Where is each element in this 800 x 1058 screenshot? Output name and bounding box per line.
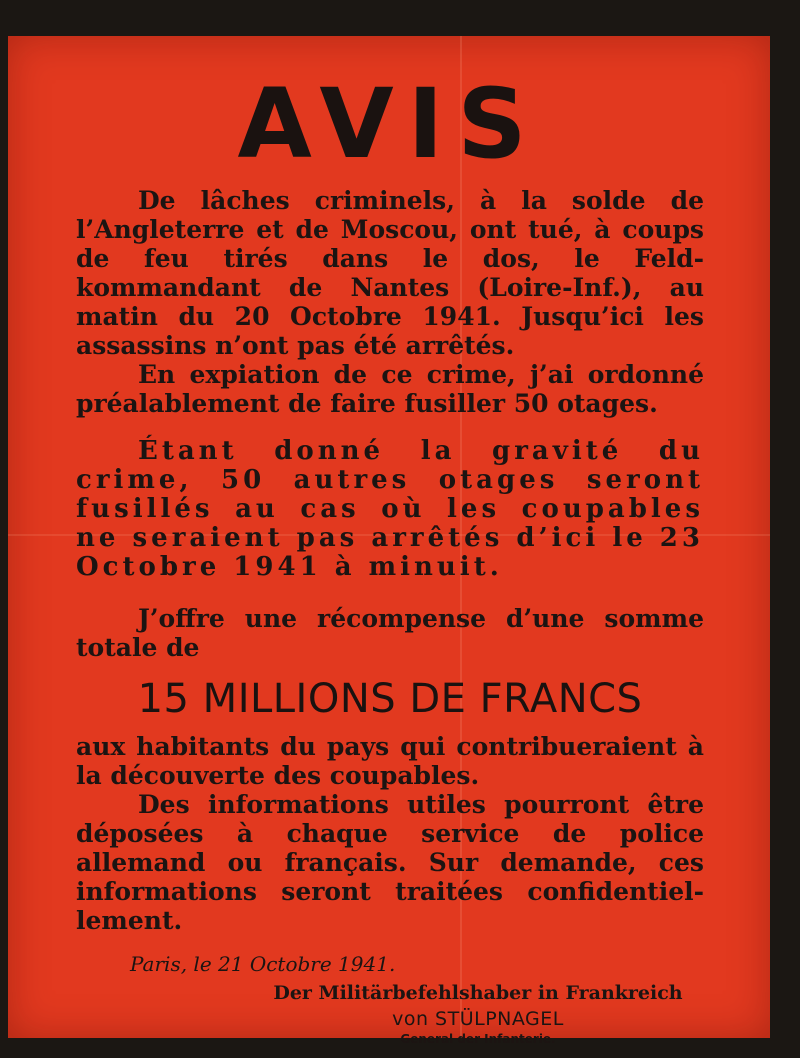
paragraph-reward-target: aux habitants du pays qui contribueraient à la découverte des coupables.	[76, 732, 704, 790]
paragraph-information: Des informations utiles pourront être déposées à chaque service de police allemand ou français. Sur demande, ces informations seront traitées confidentiel-lement.	[76, 790, 704, 935]
poster-title: AVIS	[237, 68, 541, 180]
reward-amount: 15 MILLIONS DE FRANCS	[137, 676, 643, 722]
date-line: Paris, le 21 Octobre 1941.	[130, 952, 396, 976]
paragraph-reward-intro: J’offre une récompense d’une somme totale de	[76, 604, 704, 662]
signatory-rank: General der Infanterie.	[400, 1032, 556, 1046]
paragraph-crime: De lâches criminels, à la solde de l’Angleterre et de Moscou, ont tué, à coups de feu tirés dans le dos, le Feld-kommandant de Nantes (Loire-Inf.), au matin du 20 Octobre 1941. Jusqu’ici les assassins n’ont pas été arrêtés.	[76, 186, 704, 360]
signatory-title: Der Militärbefehlshaber in Frankreich	[273, 982, 683, 1004]
signatory-name: von STÜLPNAGEL	[392, 1008, 564, 1030]
poster-sheet	[8, 36, 770, 1046]
poster-body	[76, 186, 704, 935]
paragraph-expiation: En expiation de ce crime, j’ai ordonné préalablement de faire fusiller 50 otages.	[76, 360, 704, 418]
paragraph-threat: Étant donné la gravité du crime, 50 autres otages seront fusillés au cas où les coupables ne seraient pas arrêtés d’ici le 23 Octobre 1941 à minuit.	[76, 436, 704, 582]
